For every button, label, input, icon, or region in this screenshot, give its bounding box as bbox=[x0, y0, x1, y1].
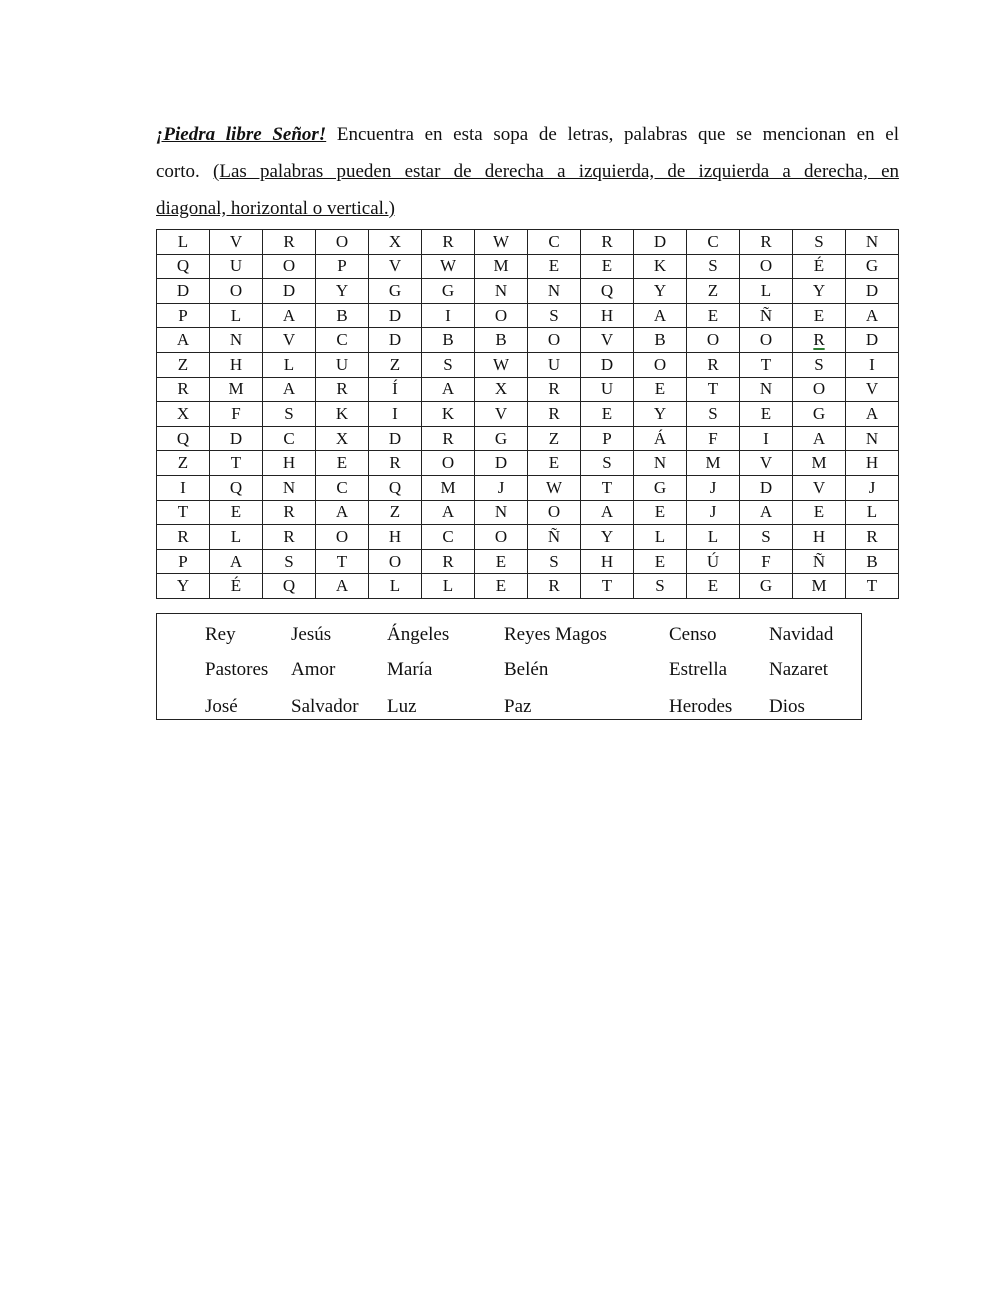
grid-cell[interactable]: O bbox=[369, 549, 422, 574]
instructions-text-2: corto. bbox=[156, 161, 214, 182]
grid-cell[interactable]: A bbox=[316, 574, 369, 599]
grid-cell[interactable]: G bbox=[475, 426, 528, 451]
grid-row bbox=[157, 230, 899, 255]
grid-cell[interactable]: P bbox=[157, 303, 210, 328]
grid-cell[interactable]: O bbox=[316, 525, 369, 550]
grid-cell[interactable]: G bbox=[846, 254, 899, 279]
grid-cell[interactable]: O bbox=[475, 303, 528, 328]
grid-cell[interactable]: D bbox=[157, 279, 210, 304]
grid-cell[interactable]: A bbox=[793, 426, 846, 451]
grid-cell[interactable]: W bbox=[422, 254, 475, 279]
grid-cell[interactable]: S bbox=[581, 451, 634, 476]
grid-cell[interactable]: S bbox=[740, 525, 793, 550]
grid-cell[interactable]: O bbox=[634, 352, 687, 377]
grid-cell[interactable]: L bbox=[687, 525, 740, 550]
grid-cell[interactable]: Y bbox=[581, 525, 634, 550]
grid-cell[interactable]: Ñ bbox=[740, 303, 793, 328]
grid-cell[interactable]: J bbox=[846, 475, 899, 500]
grid-cell[interactable]: S bbox=[687, 254, 740, 279]
grid-cell[interactable]: E bbox=[687, 303, 740, 328]
grid-row bbox=[157, 303, 899, 328]
grid-cell[interactable]: M bbox=[793, 451, 846, 476]
grid-cell[interactable]: B bbox=[316, 303, 369, 328]
grid-cell[interactable]: I bbox=[740, 426, 793, 451]
grid-cell[interactable]: R bbox=[263, 230, 316, 255]
grid-row bbox=[157, 426, 899, 451]
grid-cell[interactable]: D bbox=[210, 426, 263, 451]
grid-cell[interactable]: V bbox=[369, 254, 422, 279]
grid-cell[interactable]: B bbox=[422, 328, 475, 353]
word-list-item: Estrella bbox=[669, 659, 728, 680]
grid-cell[interactable]: V bbox=[846, 377, 899, 402]
grid-cell[interactable]: E bbox=[793, 303, 846, 328]
grid-cell[interactable]: N bbox=[740, 377, 793, 402]
grid-cell[interactable]: N bbox=[846, 230, 899, 255]
grid-cell[interactable]: P bbox=[157, 549, 210, 574]
grid-cell[interactable]: S bbox=[793, 352, 846, 377]
grid-cell[interactable]: I bbox=[846, 352, 899, 377]
grid-cell[interactable]: S bbox=[634, 574, 687, 599]
grid-cell[interactable]: Q bbox=[210, 475, 263, 500]
grid-cell[interactable]: S bbox=[263, 549, 316, 574]
grid-cell[interactable]: F bbox=[740, 549, 793, 574]
grid-cell[interactable]: N bbox=[210, 328, 263, 353]
grid-cell[interactable]: E bbox=[475, 574, 528, 599]
word-list-item: Amor bbox=[291, 659, 336, 680]
grid-cell[interactable]: S bbox=[528, 303, 581, 328]
grid-cell[interactable]: V bbox=[793, 475, 846, 500]
grid-cell[interactable]: S bbox=[528, 549, 581, 574]
grid-cell[interactable]: R bbox=[528, 377, 581, 402]
grid-cell[interactable]: A bbox=[422, 377, 475, 402]
grid-cell[interactable]: O bbox=[687, 328, 740, 353]
grid-row bbox=[157, 328, 899, 353]
grid-cell[interactable]: E bbox=[528, 451, 581, 476]
grid-cell[interactable]: E bbox=[210, 500, 263, 525]
grid-cell[interactable]: Ú bbox=[687, 549, 740, 574]
grid-cell[interactable]: S bbox=[263, 402, 316, 427]
grid-cell[interactable]: O bbox=[528, 500, 581, 525]
grid-cell[interactable]: L bbox=[157, 230, 210, 255]
grid-cell[interactable]: R bbox=[793, 328, 846, 353]
instructions-rule-2: diagonal, horizontal o vertical.) bbox=[156, 198, 395, 219]
grid-cell[interactable]: Y bbox=[634, 402, 687, 427]
grid-cell[interactable]: Y bbox=[634, 279, 687, 304]
grid-cell[interactable]: A bbox=[316, 500, 369, 525]
grid-cell[interactable]: V bbox=[581, 328, 634, 353]
grid-cell[interactable]: R bbox=[846, 525, 899, 550]
grid-cell[interactable]: N bbox=[846, 426, 899, 451]
grid-cell[interactable]: R bbox=[422, 230, 475, 255]
grid-cell[interactable]: A bbox=[263, 303, 316, 328]
grid-cell[interactable]: R bbox=[263, 525, 316, 550]
grid-cell[interactable]: R bbox=[528, 574, 581, 599]
grid-cell[interactable]: A bbox=[157, 328, 210, 353]
word-list-item: Reyes Magos bbox=[504, 624, 607, 645]
instructions-line-3 bbox=[156, 190, 899, 227]
grid-cell[interactable]: G bbox=[422, 279, 475, 304]
grid-cell[interactable]: E bbox=[581, 254, 634, 279]
word-list-item: Ángeles bbox=[387, 624, 450, 645]
grid-cell[interactable]: U bbox=[316, 352, 369, 377]
grid-cell[interactable]: X bbox=[369, 230, 422, 255]
grid-cell[interactable]: U bbox=[581, 377, 634, 402]
grid-cell[interactable]: T bbox=[581, 475, 634, 500]
grid-cell[interactable]: X bbox=[475, 377, 528, 402]
grid-cell[interactable]: L bbox=[634, 525, 687, 550]
grid-cell[interactable]: A bbox=[634, 303, 687, 328]
grid-cell[interactable]: R bbox=[157, 525, 210, 550]
grid-cell[interactable]: O bbox=[316, 230, 369, 255]
word-search-grid-body bbox=[157, 230, 899, 599]
word-list-item: Rey bbox=[205, 624, 236, 645]
grid-cell[interactable]: A bbox=[210, 549, 263, 574]
grid-cell[interactable]: M bbox=[475, 254, 528, 279]
grid-cell[interactable]: T bbox=[316, 549, 369, 574]
grid-cell[interactable]: Q bbox=[157, 254, 210, 279]
activity-title: ¡Piedra libre Señor! bbox=[156, 124, 327, 145]
word-list-item: José bbox=[205, 696, 238, 717]
instructions-line-1 bbox=[156, 116, 899, 153]
grid-cell[interactable]: K bbox=[634, 254, 687, 279]
word-list-box bbox=[156, 613, 862, 720]
word-list-item: Pastores bbox=[205, 659, 269, 680]
grid-cell[interactable]: S bbox=[687, 402, 740, 427]
grid-cell[interactable]: Á bbox=[634, 426, 687, 451]
grid-cell[interactable]: E bbox=[687, 574, 740, 599]
grid-cell[interactable]: M bbox=[687, 451, 740, 476]
grid-cell[interactable]: J bbox=[687, 500, 740, 525]
grid-cell[interactable]: D bbox=[369, 303, 422, 328]
grid-cell[interactable]: Ñ bbox=[793, 549, 846, 574]
grid-cell[interactable]: V bbox=[210, 230, 263, 255]
grid-cell[interactable]: U bbox=[528, 352, 581, 377]
grid-cell[interactable]: D bbox=[581, 352, 634, 377]
grid-cell[interactable]: O bbox=[263, 254, 316, 279]
grid-cell[interactable]: R bbox=[422, 426, 475, 451]
grid-cell[interactable]: R bbox=[157, 377, 210, 402]
grid-cell[interactable]: Z bbox=[528, 426, 581, 451]
grid-cell[interactable]: X bbox=[157, 402, 210, 427]
grid-row bbox=[157, 352, 899, 377]
grid-cell[interactable]: C bbox=[687, 230, 740, 255]
grid-cell[interactable]: D bbox=[846, 279, 899, 304]
grid-cell[interactable]: N bbox=[528, 279, 581, 304]
word-list-item: Navidad bbox=[769, 624, 834, 645]
instructions-rule-1: (Las palabras pueden estar de derecha a izquierda, de izquierda a derecha, en bbox=[213, 161, 899, 182]
grid-cell[interactable]: G bbox=[634, 475, 687, 500]
grid-row bbox=[157, 475, 899, 500]
grid-cell[interactable]: E bbox=[528, 254, 581, 279]
grid-cell[interactable]: R bbox=[422, 549, 475, 574]
grid-cell[interactable]: O bbox=[740, 328, 793, 353]
grid-cell[interactable]: W bbox=[475, 352, 528, 377]
word-list-item: Nazaret bbox=[769, 659, 829, 680]
instructions-text-1: Encuentra en esta sopa de letras, palabras que se mencionan en el bbox=[326, 124, 899, 145]
grid-cell[interactable]: I bbox=[422, 303, 475, 328]
instructions bbox=[156, 116, 899, 227]
grid-cell[interactable]: E bbox=[475, 549, 528, 574]
grid-cell[interactable]: Z bbox=[369, 500, 422, 525]
word-list-item: Paz bbox=[504, 696, 532, 717]
grid-cell[interactable]: N bbox=[263, 475, 316, 500]
word-list-item: Dios bbox=[769, 696, 805, 717]
grid-cell[interactable]: C bbox=[263, 426, 316, 451]
grid-cell[interactable]: R bbox=[369, 451, 422, 476]
grid-cell[interactable]: D bbox=[263, 279, 316, 304]
grid-cell[interactable]: H bbox=[210, 352, 263, 377]
grid-cell[interactable]: O bbox=[210, 279, 263, 304]
grid-cell[interactable]: H bbox=[846, 451, 899, 476]
grid-cell[interactable]: M bbox=[793, 574, 846, 599]
grid-cell[interactable]: O bbox=[475, 525, 528, 550]
word-list-item: Jesús bbox=[291, 624, 332, 645]
grid-row bbox=[157, 525, 899, 550]
grid-cell[interactable]: T bbox=[740, 352, 793, 377]
grid-row bbox=[157, 549, 899, 574]
grid-cell[interactable]: K bbox=[422, 402, 475, 427]
grid-cell[interactable]: R bbox=[581, 230, 634, 255]
grid-cell[interactable]: D bbox=[369, 328, 422, 353]
word-list-item: María bbox=[387, 659, 433, 680]
grid-row bbox=[157, 574, 899, 599]
grid-cell[interactable]: R bbox=[263, 500, 316, 525]
grid-cell[interactable]: O bbox=[422, 451, 475, 476]
grid-cell[interactable]: J bbox=[687, 475, 740, 500]
instructions-line-2 bbox=[156, 153, 899, 190]
grid-cell[interactable]: R bbox=[687, 352, 740, 377]
word-list-item: Herodes bbox=[669, 696, 733, 717]
grid-row bbox=[157, 279, 899, 304]
grid-cell[interactable]: T bbox=[581, 574, 634, 599]
word-list-item: Censo bbox=[669, 624, 717, 645]
grid-cell[interactable]: E bbox=[793, 500, 846, 525]
grid-cell[interactable]: S bbox=[793, 230, 846, 255]
grid-cell[interactable]: O bbox=[528, 328, 581, 353]
grid-cell[interactable]: R bbox=[740, 230, 793, 255]
grid-cell[interactable]: E bbox=[634, 549, 687, 574]
grid-cell[interactable]: O bbox=[740, 254, 793, 279]
grid-cell[interactable]: N bbox=[475, 500, 528, 525]
grid-cell[interactable]: W bbox=[475, 230, 528, 255]
grid-cell[interactable]: A bbox=[422, 500, 475, 525]
grid-cell[interactable]: A bbox=[581, 500, 634, 525]
grid-cell[interactable]: C bbox=[316, 475, 369, 500]
grid-cell[interactable]: Q bbox=[263, 574, 316, 599]
grid-cell[interactable]: U bbox=[210, 254, 263, 279]
grid-cell[interactable]: X bbox=[316, 426, 369, 451]
grid-cell[interactable]: M bbox=[422, 475, 475, 500]
grid-cell[interactable]: P bbox=[581, 426, 634, 451]
grid-cell[interactable]: Í bbox=[369, 377, 422, 402]
grid-cell[interactable]: L bbox=[263, 352, 316, 377]
grid-cell[interactable]: A bbox=[263, 377, 316, 402]
grid-cell[interactable]: H bbox=[263, 451, 316, 476]
grid-cell[interactable]: Y bbox=[316, 279, 369, 304]
grid-cell[interactable]: L bbox=[210, 303, 263, 328]
grid-cell[interactable]: G bbox=[793, 402, 846, 427]
grid-cell[interactable]: E bbox=[316, 451, 369, 476]
grid-cell[interactable]: F bbox=[687, 426, 740, 451]
grid-cell[interactable]: H bbox=[369, 525, 422, 550]
grid-cell[interactable]: D bbox=[846, 328, 899, 353]
grid-cell[interactable]: Y bbox=[793, 279, 846, 304]
grid-cell[interactable]: C bbox=[528, 230, 581, 255]
grid-cell[interactable]: S bbox=[422, 352, 475, 377]
grid-cell[interactable]: N bbox=[475, 279, 528, 304]
grid-cell[interactable]: G bbox=[740, 574, 793, 599]
grid-cell[interactable]: B bbox=[634, 328, 687, 353]
word-list-item: Belén bbox=[504, 659, 549, 680]
grid-row bbox=[157, 500, 899, 525]
grid-cell[interactable]: A bbox=[846, 402, 899, 427]
grid-cell[interactable]: O bbox=[793, 377, 846, 402]
grid-cell[interactable]: T bbox=[157, 500, 210, 525]
grid-cell[interactable]: D bbox=[634, 230, 687, 255]
grid-cell[interactable]: D bbox=[740, 475, 793, 500]
grid-cell[interactable]: Y bbox=[157, 574, 210, 599]
grid-cell[interactable]: D bbox=[369, 426, 422, 451]
grid-cell[interactable]: V bbox=[740, 451, 793, 476]
grid-cell[interactable]: H bbox=[793, 525, 846, 550]
word-list-item: Salvador bbox=[291, 696, 359, 717]
grid-cell[interactable]: É bbox=[210, 574, 263, 599]
grid-cell[interactable]: G bbox=[369, 279, 422, 304]
grid-cell[interactable]: P bbox=[316, 254, 369, 279]
grid-cell[interactable]: L bbox=[740, 279, 793, 304]
grid-cell[interactable]: V bbox=[475, 402, 528, 427]
grid-cell[interactable]: I bbox=[369, 402, 422, 427]
grid-cell[interactable]: C bbox=[316, 328, 369, 353]
grid-cell[interactable]: Z bbox=[369, 352, 422, 377]
grid-cell[interactable]: I bbox=[157, 475, 210, 500]
grid-cell[interactable]: E bbox=[634, 377, 687, 402]
grid-cell[interactable]: Ñ bbox=[528, 525, 581, 550]
grid-cell[interactable]: F bbox=[210, 402, 263, 427]
grid-cell[interactable]: E bbox=[581, 402, 634, 427]
grid-cell[interactable]: Q bbox=[369, 475, 422, 500]
grid-cell[interactable]: H bbox=[581, 303, 634, 328]
grid-cell[interactable]: B bbox=[846, 549, 899, 574]
grid-cell[interactable]: W bbox=[528, 475, 581, 500]
grid-cell[interactable]: T bbox=[687, 377, 740, 402]
grid-cell[interactable]: A bbox=[740, 500, 793, 525]
grid-cell[interactable]: Z bbox=[687, 279, 740, 304]
grid-row bbox=[157, 451, 899, 476]
grid-cell[interactable]: E bbox=[634, 500, 687, 525]
grid-cell[interactable]: T bbox=[846, 574, 899, 599]
grid-row bbox=[157, 254, 899, 279]
grid-cell[interactable]: T bbox=[210, 451, 263, 476]
grid-cell[interactable]: Z bbox=[157, 352, 210, 377]
grid-cell[interactable]: C bbox=[422, 525, 475, 550]
grid-cell[interactable]: J bbox=[475, 475, 528, 500]
grid-row bbox=[157, 402, 899, 427]
word-search-grid bbox=[156, 229, 899, 599]
grid-cell[interactable]: K bbox=[316, 402, 369, 427]
word-list-item: Luz bbox=[387, 696, 417, 717]
grid-cell[interactable]: Q bbox=[581, 279, 634, 304]
grid-cell[interactable]: R bbox=[316, 377, 369, 402]
grid-cell[interactable]: L bbox=[369, 574, 422, 599]
grid-cell[interactable]: A bbox=[846, 303, 899, 328]
grid-cell[interactable]: M bbox=[210, 377, 263, 402]
grid-cell[interactable]: R bbox=[528, 402, 581, 427]
grid-cell[interactable]: Q bbox=[157, 426, 210, 451]
grid-cell[interactable]: D bbox=[475, 451, 528, 476]
grid-cell[interactable]: E bbox=[740, 402, 793, 427]
grid-cell[interactable]: L bbox=[846, 500, 899, 525]
grid-cell[interactable]: L bbox=[210, 525, 263, 550]
grid-cell[interactable]: Z bbox=[157, 451, 210, 476]
grid-cell[interactable]: É bbox=[793, 254, 846, 279]
grid-cell[interactable]: B bbox=[475, 328, 528, 353]
grid-cell[interactable]: L bbox=[422, 574, 475, 599]
grid-cell[interactable]: H bbox=[581, 549, 634, 574]
grid-cell[interactable]: N bbox=[634, 451, 687, 476]
grid-cell[interactable]: V bbox=[263, 328, 316, 353]
grid-row bbox=[157, 377, 899, 402]
